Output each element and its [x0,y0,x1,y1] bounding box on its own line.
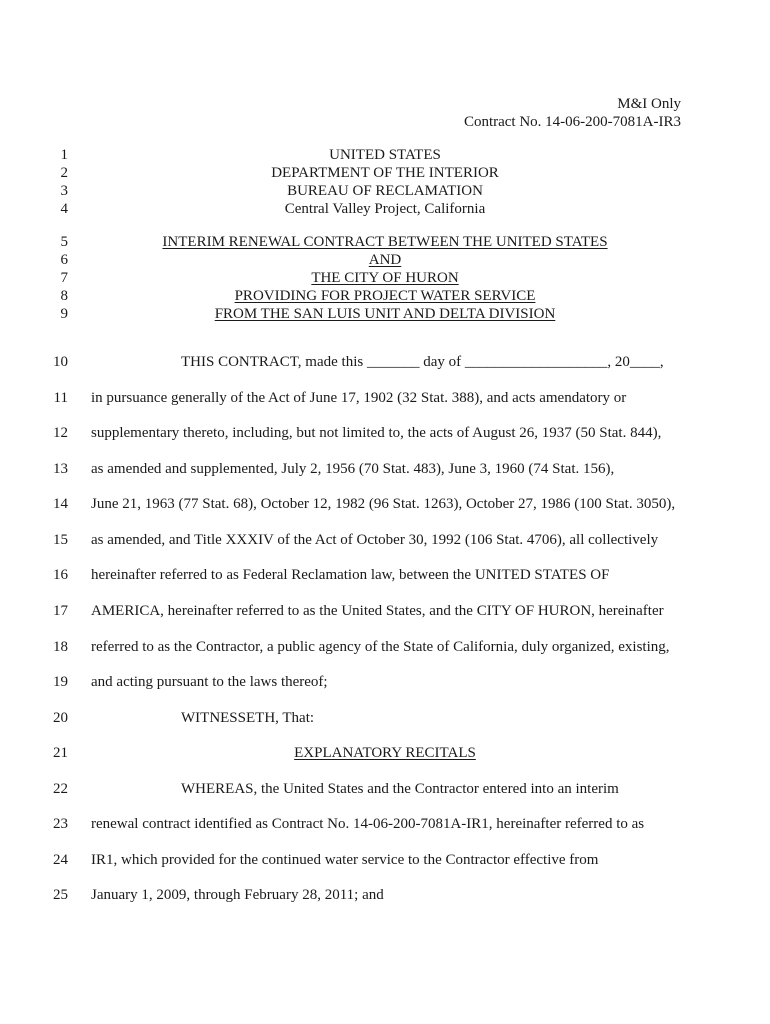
line-number: 20 [53,710,68,726]
line-number: 16 [53,567,68,583]
body-line: and acting pursuant to the laws thereof; [91,674,328,690]
contract-title-line: FROM THE SAN LUIS UNIT AND DELTA DIVISION [214,306,556,322]
witnesseth: WITNESSETH, That: [181,710,315,726]
body-line: as amended, and Title XXXIV of the Act of October 30, 1992 (106 Stat. 4706), all collectively [91,532,659,548]
line-number: 19 [53,674,68,690]
body-line: AMERICA, hereinafter referred to as the United States, and the CITY OF HURON, hereinafter [91,603,664,619]
body-line: WHEREAS, the United States and the Contractor entered into an interim [181,781,619,797]
line-number: 12 [53,425,68,441]
line-number: 5 [60,234,68,250]
line-number: 3 [60,183,68,199]
line-number: 11 [53,390,68,406]
line-number: 2 [60,165,68,181]
contract-title-line: AND [368,252,402,268]
line-number: 13 [53,461,68,477]
line-number: 4 [60,201,68,217]
body-line: hereinafter referred to as Federal Reclamation law, between the UNITED STATES OF [91,567,610,583]
body-line: June 21, 1963 (77 Stat. 68), October 12, 1982 (96 Stat. 1263), October 27, 1986 (100 Stat. 3050), [91,496,676,512]
title-project: Central Valley Project, California [284,201,486,217]
body-line: THIS CONTRACT, made this _______ day of ___________________, 20____, [181,354,664,370]
body-line: supplementary thereto, including, but not limited to, the acts of August 26, 1937 (50 Stat. 844), [91,425,662,441]
section-heading-explanatory-recitals: EXPLANATORY RECITALS [294,745,476,761]
body-line: referred to as the Contractor, a public agency of the State of California, duly organized, existing, [91,639,670,655]
body-line: renewal contract identified as Contract No. 14-06-200-7081A-IR1, hereinafter referred to as [91,816,645,832]
title-bureau: BUREAU OF RECLAMATION [287,183,483,199]
title-united-states: UNITED STATES [329,147,441,163]
line-number: 14 [53,496,68,512]
contract-title-line: PROVIDING FOR PROJECT WATER SERVICE [234,288,536,304]
line-number: 1 [60,147,68,163]
line-number: 18 [53,639,68,655]
line-number: 24 [53,852,68,868]
contract-title-line: THE CITY OF HURON [311,270,459,286]
body-line: in pursuance generally of the Act of June 17, 1902 (32 Stat. 388), and acts amendatory or [91,390,627,406]
body-line: IR1, which provided for the continued water service to the Contractor effective from [91,852,599,868]
line-number: 9 [60,306,68,322]
body-line: January 1, 2009, through February 28, 2011; and [91,887,384,903]
line-number: 7 [60,270,68,286]
line-number: 23 [53,816,68,832]
title-department: DEPARTMENT OF THE INTERIOR [271,165,499,181]
contract-number: Contract No. 14-06-200-7081A-IR3 [463,114,681,130]
mi-only-label: M&I Only [617,96,681,112]
line-number: 15 [53,532,68,548]
line-number: 8 [60,288,68,304]
line-number: 22 [53,781,68,797]
line-number: 10 [53,354,68,370]
contract-title-line: INTERIM RENEWAL CONTRACT BETWEEN THE UNITED STATES [162,234,608,250]
body-line: as amended and supplemented, July 2, 1956 (70 Stat. 483), June 3, 1960 (74 Stat. 156), [91,461,615,477]
line-number: 17 [53,603,68,619]
line-number: 6 [60,252,68,268]
line-number: 21 [53,745,68,761]
line-number: 25 [53,887,68,903]
